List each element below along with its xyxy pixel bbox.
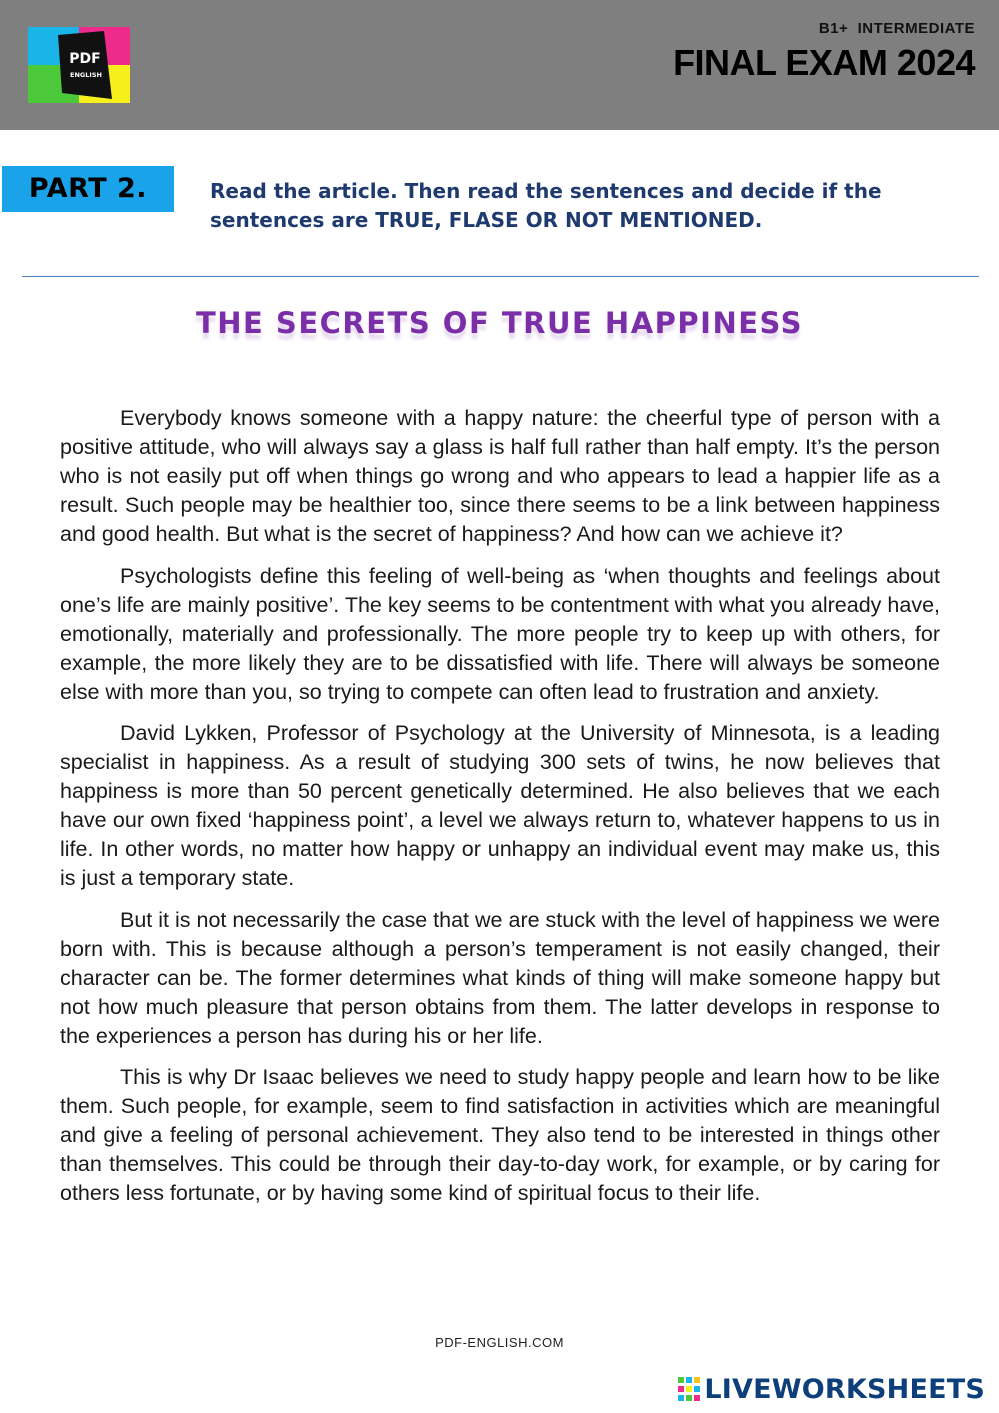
article-paragraph: This is why Dr Isaac believes we need to study happy people and learn how to be like them. Such people, for example, seem to find satisfaction in activities which are meaningful and give a feeling of personal achievement. They also tend to be interested in things other than themselves. This could be through their day-to-day work, for example, or by caring for others less fortunate, or by having some kind of spiritual focus to their life. xyxy=(60,1065,940,1205)
part-badge: PART 2. xyxy=(2,166,174,212)
pdf-english-logo xyxy=(28,27,130,103)
exam-title: FINAL EXAM 2024 xyxy=(673,42,975,83)
footer-site-url: PDF-ENGLISH.COM xyxy=(435,1335,564,1350)
article-paragraph: Everybody knows someone with a happy nature: the cheerful type of person with a positive attitude, who will always say a glass is half full rather than half empty. It’s the person who is not easily put off when things go wrong and who appears to lead a happier life as a result. Such people may be healthier too, since there seems to be a link between happiness and good health. But what is the secret of happiness? And how can we achieve it? xyxy=(60,406,940,546)
liveworksheets-logo-icon xyxy=(678,1377,700,1401)
header-bar xyxy=(0,0,999,130)
liveworksheets-brand: LIVEWORKSHEETS xyxy=(704,1373,985,1405)
part-instructions: Read the article. Then read the sentences and decide if the sentences are TRUE, FLASE OR NOT MENTIONED. xyxy=(210,179,882,232)
logo-text-english: ENGLISH xyxy=(70,71,102,79)
liveworksheets-logo[interactable] xyxy=(678,1372,985,1406)
section-divider xyxy=(22,276,979,277)
exam-level: B1+ INTERMEDIATE xyxy=(818,20,975,37)
article-paragraph: But it is not necessarily the case that we are stuck with the level of happiness we were born with. This is because although a person’s temperament is not easily changed, their character can be. The former determines what kinds of thing will make someone happy but not how much pleasure that person obtains from them. The latter develops in response to the experiences a person has during his or her life. xyxy=(60,907,940,1048)
article-title: THE SECRETS OF TRUE HAPPINESS xyxy=(195,306,804,340)
article-paragraph: Psychologists define this feeling of well-being as ‘when thoughts and feelings about one’s life are mainly positive’. The key seems to be contentment with what you already have, emotionally, materially and professionally. The more people try to keep up with others, for example, the more likely they are to be dissatisfied with life. There will always be someone else with more than you, so trying to compete can often lead to frustration and anxiety. xyxy=(60,563,940,704)
logo-text-pdf: PDF xyxy=(69,51,101,67)
article-body xyxy=(60,404,940,1221)
article-paragraph: David Lykken, Professor of Psychology at the University of Minnesota, is a leading specialist in happiness. As a result of studying 300 sets of twins, he now believes that happiness is more than 50 percent genetically determined. He also believes that we each have our own fixed ‘happiness point’, a level we always return to, whatever happens to us in life. In other words, no matter how happy or unhappy an individual event may make us, this is just a temporary state. xyxy=(60,721,940,890)
